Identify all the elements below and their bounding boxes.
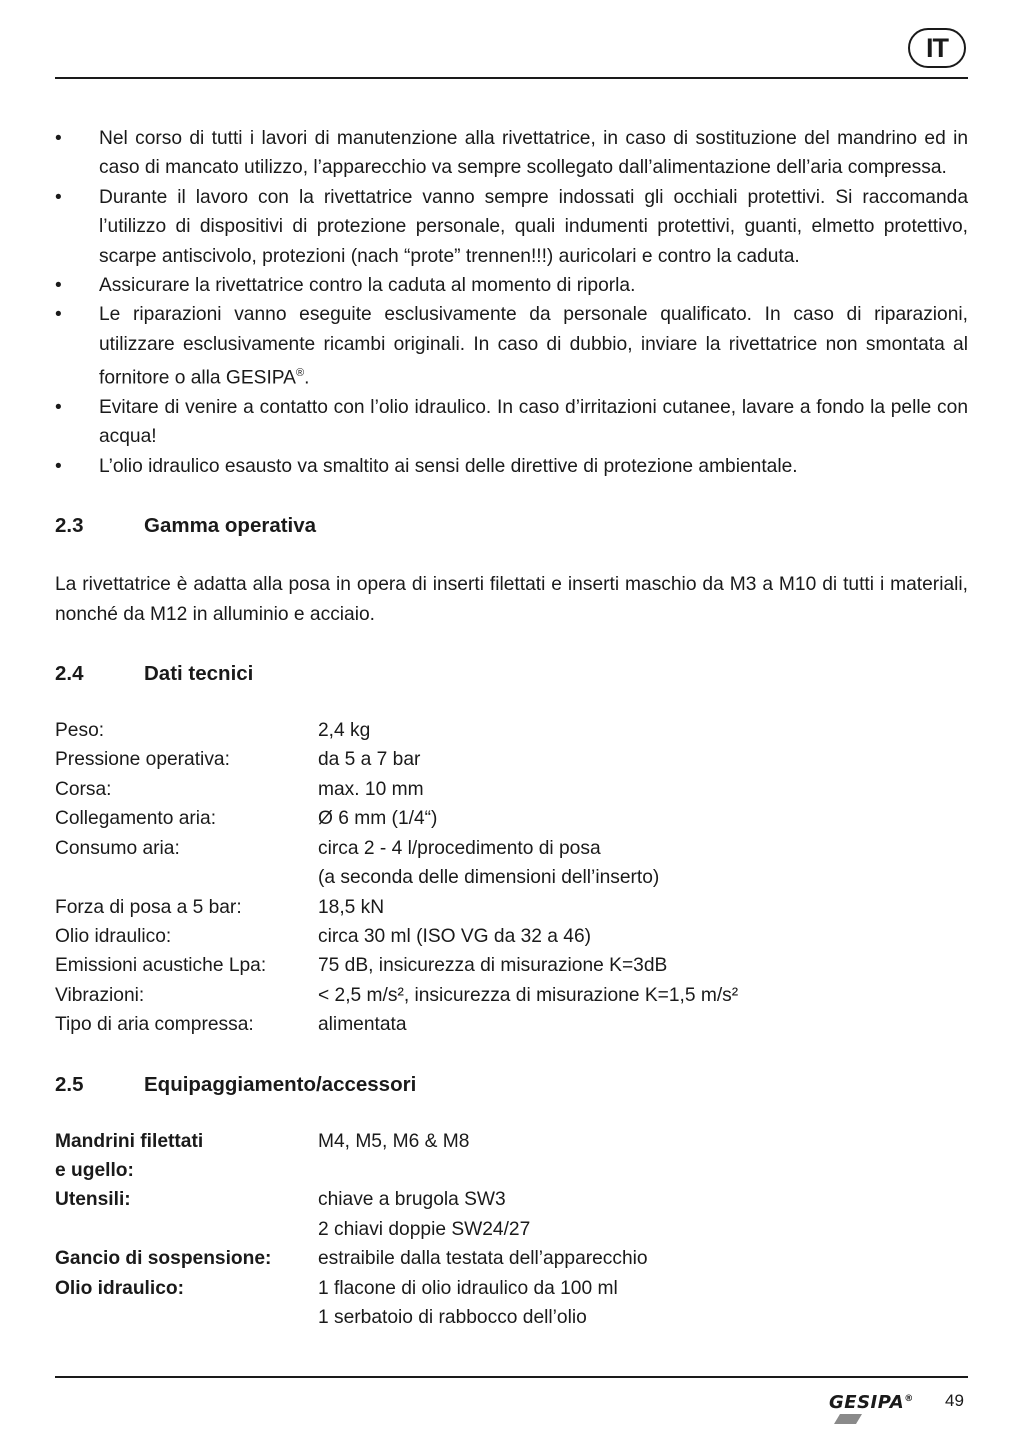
row-value: max. 10 mm xyxy=(318,778,424,800)
row-value: 18,5 kN xyxy=(318,896,385,918)
gesipa-logo: GESIPA® xyxy=(829,1392,914,1413)
row-value: 2 chiavi doppie SW24/27 xyxy=(318,1218,531,1240)
row-value: circa 30 ml (ISO VG da 32 a 46) xyxy=(318,925,592,947)
row-label xyxy=(55,1303,318,1332)
row-value: 1 serbatoio di rabbocco dell’olio xyxy=(318,1306,587,1328)
bullet-icon: • xyxy=(55,128,62,149)
bullet-icon: • xyxy=(55,304,62,326)
row-label: e ugello: xyxy=(55,1159,134,1181)
table-row xyxy=(55,1127,648,1156)
table-row xyxy=(55,922,738,951)
row-value: < 2,5 m/s², insicurezza di misurazione K=1,5 m/s² xyxy=(318,984,739,1006)
table-row xyxy=(55,1244,648,1273)
section-heading-2-3: 2.3 Gamma operativa xyxy=(55,514,317,538)
row-value: 75 dB, insicurezza di misurazione K=3dB xyxy=(318,955,668,977)
table-row xyxy=(55,1010,738,1039)
safety-bullet-list xyxy=(55,124,968,481)
list-item: • Assicurare la rivettatrice contro la caduta al momento di riporla. xyxy=(55,271,968,300)
table-row xyxy=(55,1215,648,1244)
row-value: circa 2 - 4 l/procedimento di posa xyxy=(318,837,601,859)
row-label: Olio idraulico: xyxy=(55,925,172,947)
language-badge: IT xyxy=(908,28,966,68)
section-heading-2-5: 2.5 Equipaggiamento/accessori xyxy=(55,1072,417,1096)
row-value: da 5 a 7 bar xyxy=(318,749,421,771)
technical-data-table xyxy=(55,716,738,1039)
row-value xyxy=(318,1156,648,1185)
registered-mark: ® xyxy=(295,367,305,380)
list-item: • Nel corso di tutti i lavori di manutenzione alla rivettatrice, in caso di sostituzione del mandrino ed in caso di mancato utilizzo, l’apparecchio va sempre scollegato dall’alimentazione dell’aria compressa. xyxy=(55,124,968,183)
table-row xyxy=(55,834,738,863)
row-value: 1 flacone di olio idraulico da 100 ml xyxy=(318,1277,618,1299)
footer-rule xyxy=(55,1376,968,1378)
table-row xyxy=(55,1274,648,1303)
table-row xyxy=(55,951,738,980)
row-label: Peso: xyxy=(55,720,105,742)
bullet-icon: • xyxy=(55,397,62,419)
row-label: Pressione operativa: xyxy=(55,749,230,771)
row-value: 2,4 kg xyxy=(318,720,371,742)
section-heading-2-4: 2.4 Dati tecnici xyxy=(55,662,254,686)
row-value: estraibile dalla testata dell’apparecchio xyxy=(318,1248,648,1270)
list-item: • Evitare di venire a contatto con l’olio idraulico. In caso d’irritazioni cutanee, lavare a fondo la pelle con acqua! xyxy=(55,393,968,452)
row-label: Gancio di sospensione: xyxy=(55,1248,272,1270)
table-row xyxy=(55,1185,648,1214)
equipment-table xyxy=(55,1127,648,1333)
table-row xyxy=(55,745,738,774)
bullet-icon: • xyxy=(55,455,62,477)
section-body-2-3: La rivettatrice è adatta alla posa in opera di inserti filettati e inserti maschio da M3 a M10 di tutti i materiali, nonché da M12 in alluminio e acciaio. xyxy=(55,574,968,625)
row-label: Tipo di aria compressa: xyxy=(55,1014,254,1036)
row-label: Forza di posa a 5 bar: xyxy=(55,896,242,918)
row-label: Olio idraulico: xyxy=(55,1277,184,1299)
page-number: 49 xyxy=(945,1391,964,1410)
row-value: Ø 6 mm (1/4“) xyxy=(318,808,438,830)
bullet-icon: • xyxy=(55,275,62,297)
table-row xyxy=(55,804,738,833)
row-value: chiave a brugola SW3 xyxy=(318,1189,506,1211)
row-value: M4, M5, M6 & M8 xyxy=(318,1130,470,1152)
row-label: Emissioni acustiche Lpa: xyxy=(55,955,267,977)
table-row xyxy=(55,775,738,804)
list-item: • Le riparazioni vanno eseguite esclusivamente da personale qualificato. In caso di riparazioni, utilizzare esclusivamente ricambi originali. In caso di dubbio, inviare la rivettatrice non smontata al fornitore o alla GESIPA®. xyxy=(55,300,968,393)
row-label xyxy=(55,863,318,892)
table-row xyxy=(55,863,738,892)
row-label: Utensili: xyxy=(55,1189,131,1211)
row-label: Vibrazioni: xyxy=(55,984,145,1006)
row-label xyxy=(55,1215,318,1244)
row-label: Corsa: xyxy=(55,778,112,800)
bullet-icon: • xyxy=(55,186,62,208)
table-row xyxy=(55,893,738,922)
list-item: • L’olio idraulico esausto va smaltito ai sensi delle direttive di protezione ambientale. xyxy=(55,452,968,481)
page-content xyxy=(55,124,968,1332)
row-value: alimentata xyxy=(318,1014,407,1036)
list-item: • Durante il lavoro con la rivettatrice vanno sempre indossati gli occhiali protettivi. Si raccomanda l’utilizzo di dispositivi di protezione personale, quali indumenti protettivi, guanti, elmetto protettivo, scarpe antiscivolo, protezioni (nach “prote” trennen!!!) auricolari e contro la caduta. xyxy=(55,183,968,271)
table-row xyxy=(55,1303,648,1332)
table-row xyxy=(55,716,738,745)
table-row xyxy=(55,1156,648,1185)
row-label: Mandrini filettati xyxy=(55,1130,204,1152)
row-label: Collegamento aria: xyxy=(55,808,217,830)
row-label: Consumo aria: xyxy=(55,837,180,859)
table-row xyxy=(55,981,738,1010)
logo-swoosh-icon xyxy=(834,1414,862,1424)
row-value: (a seconda delle dimensioni dell’inserto) xyxy=(318,867,660,889)
header-rule xyxy=(55,77,968,79)
